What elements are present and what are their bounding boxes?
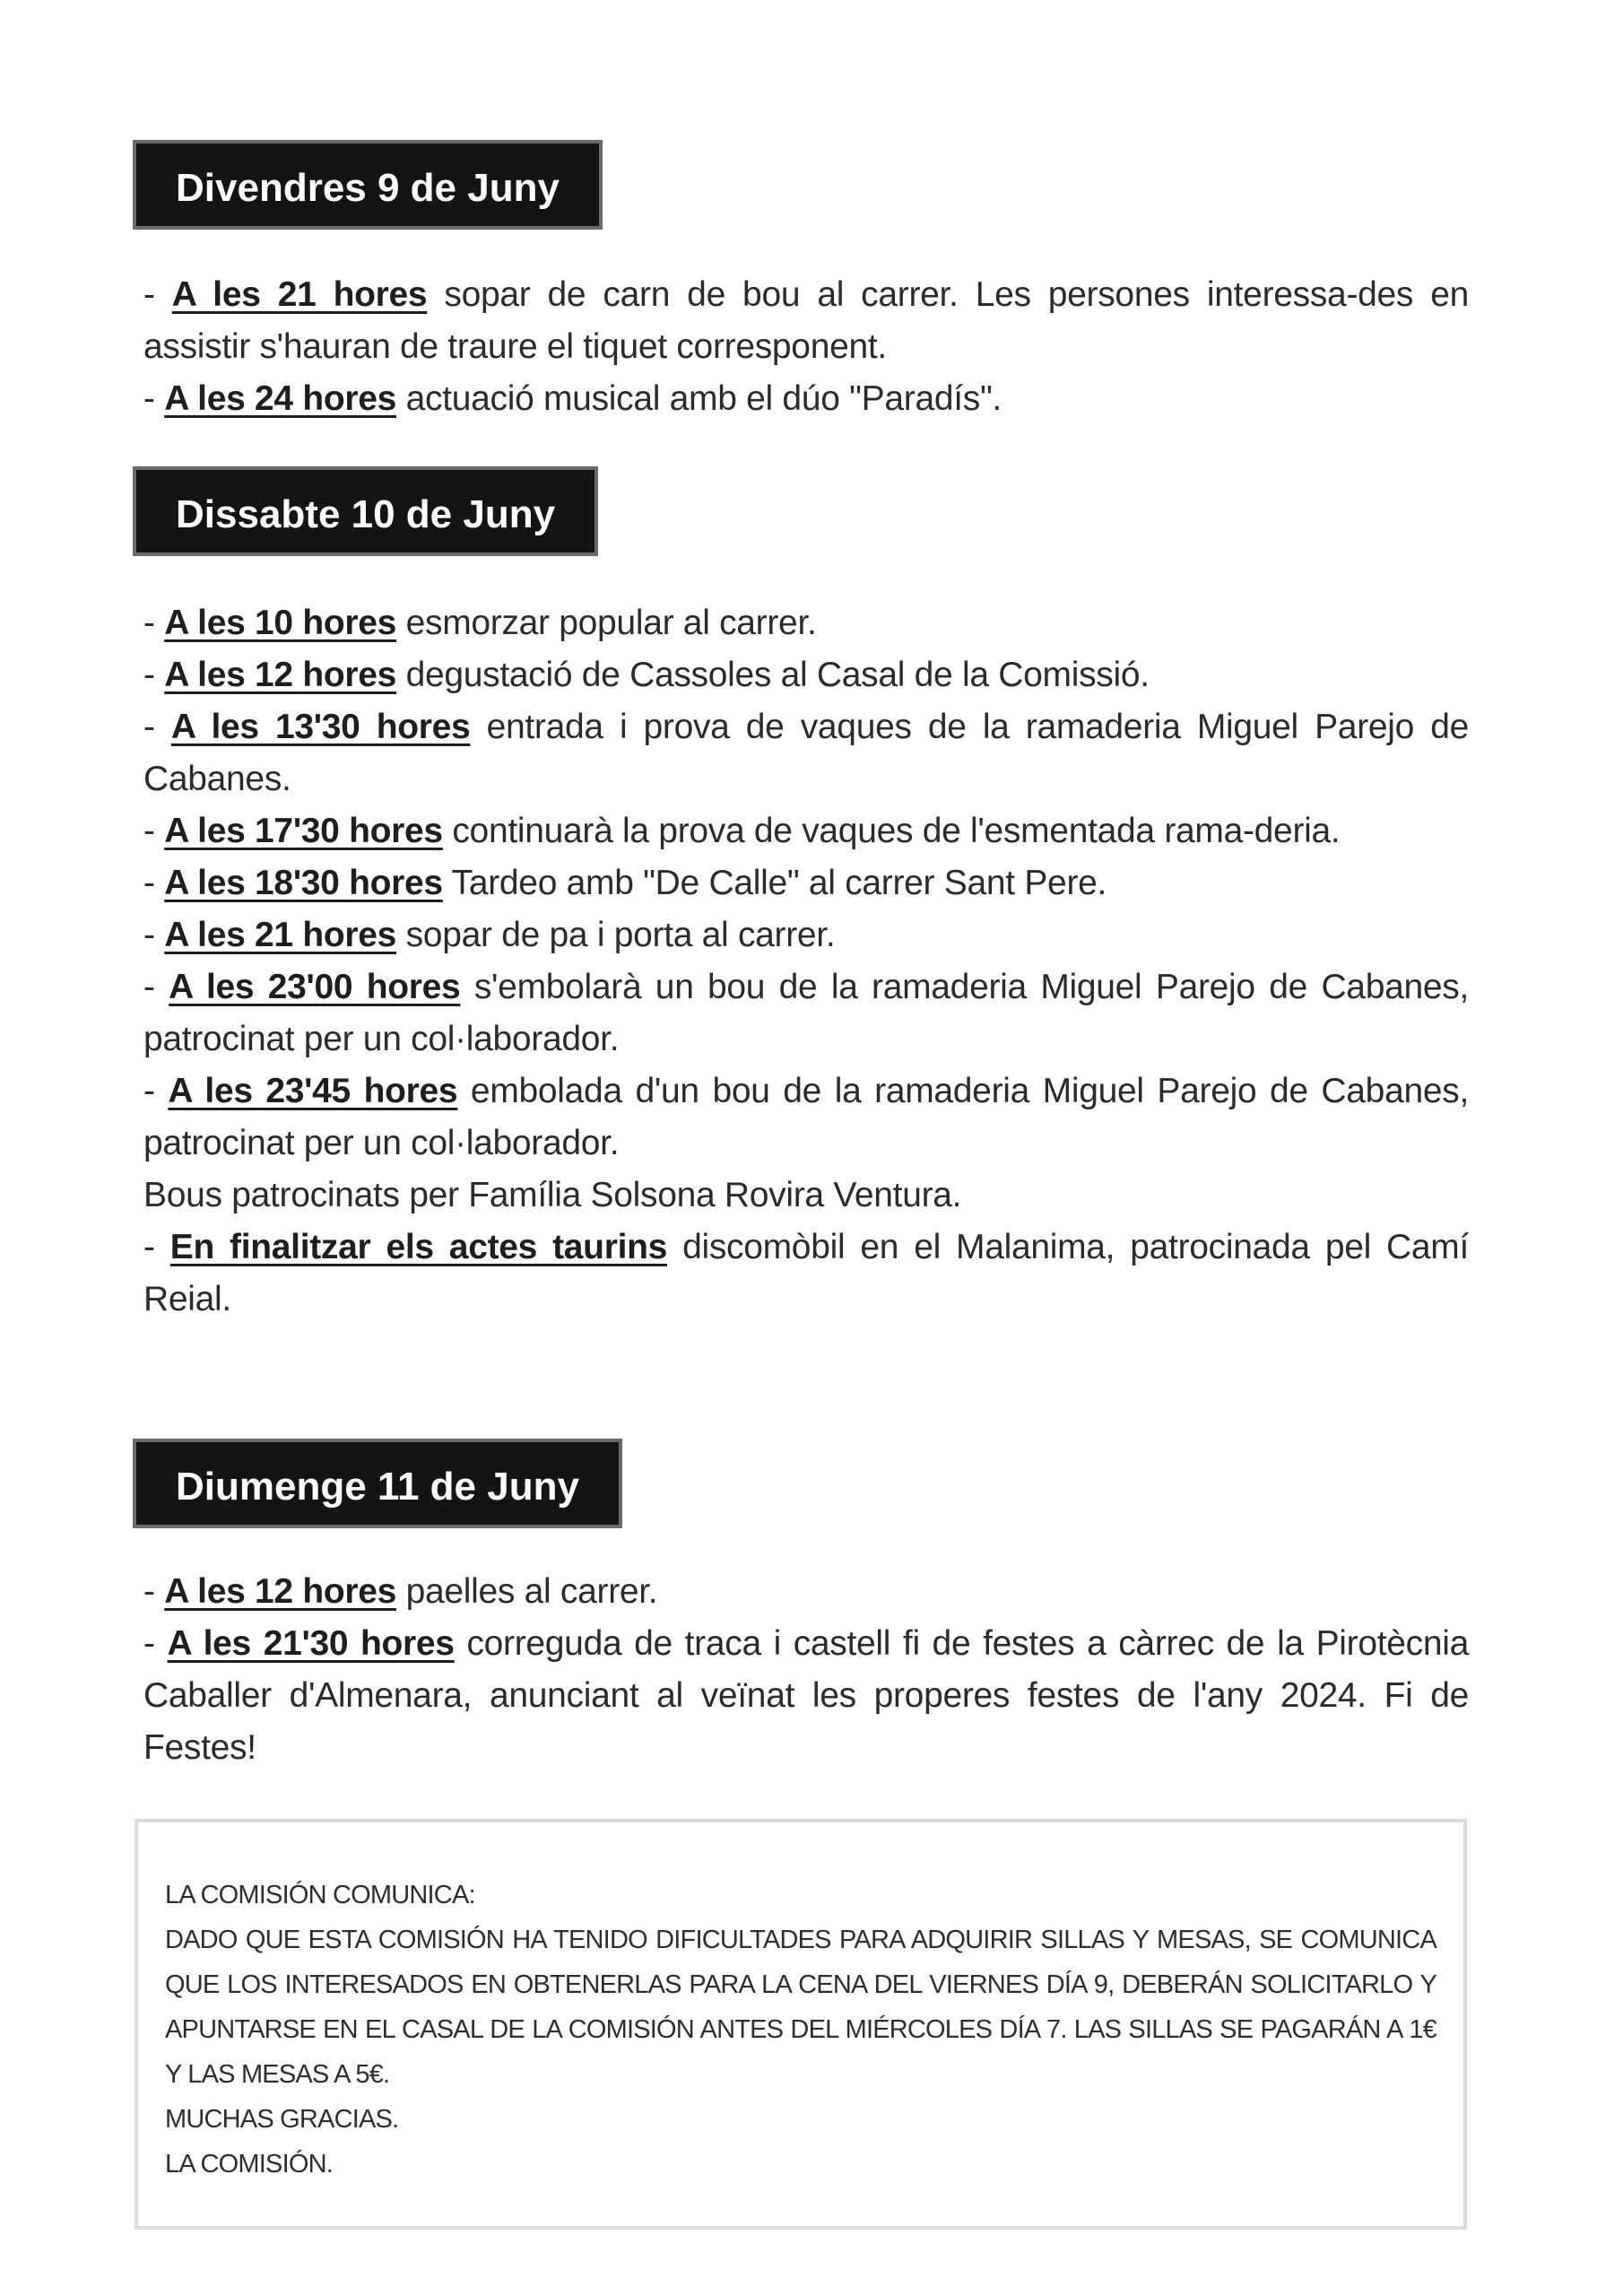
entry-text: Tardeo amb "De Calle" al carrer Sant Pere. [442, 864, 1107, 902]
entry-dash: - [143, 812, 165, 850]
notice-box [135, 1819, 1467, 2230]
entry-dash: - [143, 1228, 170, 1266]
entry-time: En finalitzar els actes taurins [169, 1228, 668, 1266]
entry-time: A les 10 hores [164, 604, 397, 642]
entry-time: A les 17'30 hores [164, 812, 443, 850]
sunday-header: Diumenge 11 de Juny [133, 1439, 622, 1528]
list-item [143, 909, 1469, 961]
entry-dash: - [143, 275, 172, 314]
sunday-section [143, 1566, 1469, 1774]
saturday-header: Dissabte 10 de Juny [133, 466, 598, 556]
entry-text: continuarà la prova de vaques de l'esmentada rama-deria. [442, 812, 1341, 850]
entry-dash: - [143, 1572, 165, 1611]
entry-text: embolada d'un bou de la ramaderia Miguel Parejo de Cabanes, patrocinat per un col·laborador. [143, 1072, 1469, 1162]
friday-entry-dinner [143, 269, 1469, 373]
entry-time: A les 12 hores [164, 1572, 397, 1611]
entry-time: A les 21 hores [164, 916, 397, 954]
entry-text: actuació musical amb el dúo "Paradís". [396, 379, 1002, 418]
entry-dash: - [143, 379, 165, 418]
notice-heading: LA COMISIÓN COMUNICA: [165, 1881, 475, 1909]
list-item [143, 805, 1469, 857]
entry-dash: - [143, 1624, 168, 1663]
entry-dash: - [143, 968, 169, 1006]
notice-signature: LA COMISIÓN. [165, 2150, 333, 2179]
list-item [143, 961, 1469, 1065]
entry-text: esmorzar popular al carrer. [396, 604, 817, 642]
entry-dash: - [143, 656, 165, 694]
entry-text: paelles al carrer. [396, 1572, 658, 1611]
entry-time: A les 18'30 hores [164, 864, 443, 902]
entry-time: A les 21'30 hores [167, 1624, 455, 1663]
entry-dash: - [143, 708, 171, 746]
entry-text: s'embolarà un bou de la ramaderia Miguel Parejo de Cabanes, patrocinat per un col·laborador. [143, 968, 1469, 1058]
entry-time: A les 24 hores [164, 379, 397, 418]
entry-text: entrada i prova de vaques de la ramaderia Miguel Parejo de Cabanes. [143, 708, 1469, 798]
friday-section [143, 269, 1469, 425]
entry-text: discomòbil en el Malanima, patrocinada pel Camí Reial. [143, 1228, 1469, 1318]
entry-time: A les 21 hores [171, 275, 428, 314]
entry-text: sopar de carn de bou al carrer. Les persones interessa-des en assistir s'hauran de traure el tiquet corresponent. [143, 275, 1469, 366]
list-item [143, 1566, 1469, 1618]
list-item [143, 701, 1469, 805]
sponsor-note: Bous patrocinats per Família Solsona Rovira Ventura. [143, 1176, 962, 1214]
friday-entry-music [143, 373, 1469, 425]
entry-time: A les 12 hores [164, 656, 397, 694]
entry-dash: - [143, 604, 165, 642]
entry-time: A les 23'00 hores [169, 968, 461, 1006]
entry-text: correguda de traca i castell fi de festes a càrrec de la Pirotècnia Caballer d'Almenara, anunciant al veïnat les properes festes de l'any 2024. Fi de Festes! [143, 1624, 1469, 1767]
list-item [143, 1222, 1469, 1326]
entry-dash: - [143, 916, 165, 954]
list-item [143, 857, 1469, 909]
saturday-section [143, 597, 1469, 1326]
list-item [143, 1618, 1469, 1774]
friday-header: Divendres 9 de Juny [133, 140, 603, 230]
entry-text: degustació de Cassoles al Casal de la Comissió. [396, 656, 1150, 694]
notice-body: DADO QUE ESTA COMISIÓN HA TENIDO DIFICULTADES PARA ADQUIRIR SILLAS Y MESAS, SE COMUNICA QUE LOS INTERESADOS EN OBTENERLAS PARA LA CENA DEL VIERNES DÍA 9, DEBERÁN SOLICITARLO Y APUNTARSE EN EL CASAL DE LA COMISIÓN ANTES DEL MIÉRCOLES DÍA 7. LAS SILLAS SE PAGARÁN A 1€ Y LAS MESAS A 5€. [165, 1926, 1436, 2089]
entry-dash: - [143, 1072, 169, 1110]
list-item [143, 649, 1469, 701]
notice-thanks: MUCHAS GRACIAS. [165, 2105, 399, 2134]
entry-dash: - [143, 864, 165, 902]
entry-time: A les 13'30 hores [170, 708, 471, 746]
entry-text: sopar de pa i porta al carrer. [396, 916, 836, 954]
list-item [143, 1065, 1469, 1170]
entry-time: A les 23'45 hores [168, 1072, 458, 1110]
list-item [143, 597, 1469, 649]
